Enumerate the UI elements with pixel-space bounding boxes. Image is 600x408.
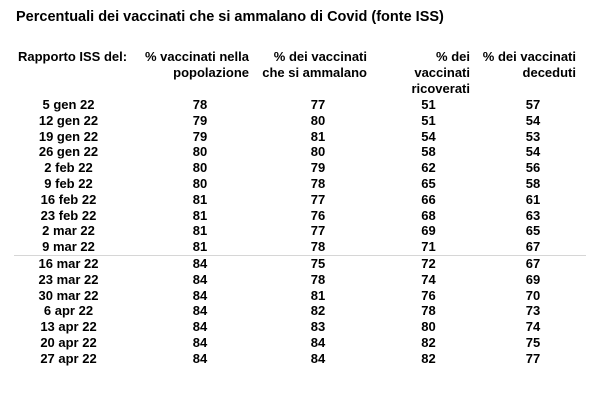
table-row — [14, 319, 586, 335]
cell-vaccinati-deceduti: 75 — [525, 334, 541, 350]
cell-vaccinati-popolazione: 81 — [192, 223, 208, 239]
table-row — [14, 208, 586, 224]
cell-vaccinati-ammalano: 77 — [310, 223, 326, 239]
cell-vaccinati-deceduti: 53 — [525, 128, 541, 144]
cell-vaccinati-ammalano: 83 — [310, 319, 326, 335]
cell-vaccinati-popolazione: 80 — [192, 175, 208, 191]
cell-vaccinati-popolazione: 84 — [192, 287, 208, 303]
cell-vaccinati-ammalano: 75 — [259, 255, 377, 271]
cell-vaccinati-ammalano: 84 — [310, 334, 326, 350]
cell-vaccinati-deceduti: 69 — [525, 271, 541, 287]
cell-vaccinati-ricoverati: 78 — [421, 303, 436, 319]
cell-vaccinati-ricoverati: 68 — [421, 207, 436, 223]
table-header — [14, 49, 586, 97]
cell-vaccinati-popolazione: 81 — [192, 239, 208, 255]
cell-vaccinati-deceduti: 74 — [525, 319, 541, 335]
cell-vaccinati-deceduti: 54 — [525, 112, 541, 128]
cell-vaccinati-ricoverati: 82 — [421, 350, 436, 366]
cell-date: 16 feb 22 — [40, 191, 97, 207]
table-row — [14, 239, 586, 255]
cell-vaccinati-popolazione: 79 — [192, 112, 208, 128]
table-row — [14, 129, 586, 145]
cell-vaccinati-ammalano: 82 — [310, 303, 326, 319]
cell-vaccinati-ricoverati: 66 — [421, 191, 436, 207]
cell-date: 23 mar 22 — [38, 271, 99, 287]
cell-vaccinati-popolazione: 78 — [192, 97, 208, 112]
table-row — [14, 288, 586, 304]
table-row — [14, 335, 586, 351]
cell-vaccinati-ricoverati: 80 — [421, 319, 436, 335]
cell-vaccinati-ricoverati: 69 — [421, 223, 436, 239]
table-row — [14, 113, 586, 129]
header-row — [14, 49, 586, 97]
header-vaccinati-ammalano: % dei vaccinati che si ammalano — [262, 49, 367, 80]
cell-vaccinati-deceduti: 56 — [525, 160, 541, 176]
cell-vaccinati-ammalano: 80 — [310, 144, 326, 160]
table-row — [14, 351, 586, 367]
cell-vaccinati-deceduti: 73 — [525, 303, 541, 319]
cell-vaccinati-ricoverati: 58 — [421, 144, 436, 160]
cell-vaccinati-ricoverati: 82 — [421, 334, 436, 350]
cell-vaccinati-popolazione: 81 — [192, 207, 208, 223]
cell-vaccinati-deceduti: 65 — [525, 223, 541, 239]
table-row — [14, 192, 586, 208]
header-date: Rapporto ISS del: — [18, 49, 128, 64]
table-row — [14, 272, 586, 288]
cell-vaccinati-deceduti: 61 — [525, 191, 541, 207]
cell-date: 9 mar 22 — [42, 239, 95, 255]
cell-date: 23 feb 22 — [40, 207, 97, 223]
table-row — [14, 144, 586, 160]
cell-date: 13 apr 22 — [40, 319, 97, 335]
cell-vaccinati-ammalano: 84 — [310, 350, 326, 366]
cell-date: 16 mar 22 — [14, 255, 141, 271]
table-row — [14, 223, 586, 239]
cell-vaccinati-ammalano: 76 — [310, 207, 326, 223]
cell-vaccinati-ammalano: 78 — [310, 271, 326, 287]
table-row — [14, 97, 586, 113]
cell-vaccinati-deceduti: 58 — [525, 175, 541, 191]
page-title: Percentuali dei vaccinati che si ammalano di Covid (fonte ISS) — [16, 9, 444, 25]
cell-date: 12 gen 22 — [38, 112, 99, 128]
cell-vaccinati-ricoverati: 62 — [421, 160, 436, 176]
cell-vaccinati-ricoverati: 51 — [421, 112, 436, 128]
cell-vaccinati-ricoverati: 65 — [421, 175, 436, 191]
cell-vaccinati-ricoverati: 74 — [421, 271, 436, 287]
header-vaccinati-popolazione: % vaccinati nella popolazione — [144, 49, 249, 80]
cell-date: 20 apr 22 — [40, 334, 97, 350]
table-body — [14, 97, 586, 367]
cell-date: 9 feb 22 — [44, 175, 93, 191]
table-row — [14, 255, 586, 271]
cell-vaccinati-popolazione: 79 — [192, 128, 208, 144]
cell-vaccinati-ammalano: 78 — [310, 239, 326, 255]
cell-vaccinati-deceduti: 54 — [525, 144, 541, 160]
cell-vaccinati-ricoverati: 76 — [421, 287, 436, 303]
cell-vaccinati-popolazione: 81 — [192, 191, 208, 207]
cell-date: 2 mar 22 — [42, 223, 95, 239]
cell-vaccinati-ricoverati: 72 — [377, 255, 480, 271]
cell-vaccinati-ammalano: 79 — [310, 160, 326, 176]
cell-vaccinati-popolazione: 80 — [192, 160, 208, 176]
cell-date: 2 feb 22 — [44, 160, 93, 176]
header-vaccinati-deceduti: % dei vaccinati deceduti — [482, 49, 576, 80]
cell-vaccinati-deceduti: 70 — [525, 287, 541, 303]
cell-vaccinati-deceduti: 67 — [480, 255, 586, 271]
cell-vaccinati-ricoverati: 51 — [421, 97, 436, 112]
cell-date: 30 mar 22 — [38, 287, 99, 303]
cell-vaccinati-ammalano: 77 — [310, 191, 326, 207]
cell-vaccinati-ammalano: 78 — [310, 175, 326, 191]
cell-vaccinati-ammalano: 81 — [310, 128, 326, 144]
cell-vaccinati-deceduti: 57 — [525, 97, 541, 112]
cell-date: 6 apr 22 — [43, 303, 94, 319]
cell-vaccinati-popolazione: 84 — [141, 255, 259, 271]
table-row — [14, 160, 586, 176]
cell-date: 26 gen 22 — [38, 144, 99, 160]
cell-vaccinati-ricoverati: 54 — [421, 128, 436, 144]
cell-vaccinati-ricoverati: 71 — [421, 239, 436, 255]
table-row — [14, 176, 586, 192]
cell-vaccinati-popolazione: 84 — [192, 271, 208, 287]
cell-vaccinati-ammalano: 80 — [310, 112, 326, 128]
cell-date: 5 gen 22 — [42, 97, 95, 112]
cell-date: 19 gen 22 — [38, 128, 99, 144]
cell-vaccinati-deceduti: 63 — [525, 207, 541, 223]
data-table — [14, 49, 586, 367]
table-row — [14, 303, 586, 319]
cell-vaccinati-popolazione: 84 — [192, 334, 208, 350]
cell-vaccinati-popolazione: 84 — [192, 319, 208, 335]
cell-vaccinati-deceduti: 77 — [525, 350, 541, 366]
cell-vaccinati-popolazione: 84 — [192, 303, 208, 319]
cell-vaccinati-ammalano: 77 — [310, 97, 326, 112]
cell-vaccinati-deceduti: 67 — [525, 239, 541, 255]
cell-vaccinati-popolazione: 80 — [192, 144, 208, 160]
header-vaccinati-ricoverati: % dei vaccinati ricoverati — [411, 49, 470, 96]
cell-vaccinati-ammalano: 81 — [310, 287, 326, 303]
cell-date: 27 apr 22 — [40, 350, 97, 366]
cell-vaccinati-popolazione: 84 — [192, 350, 208, 366]
